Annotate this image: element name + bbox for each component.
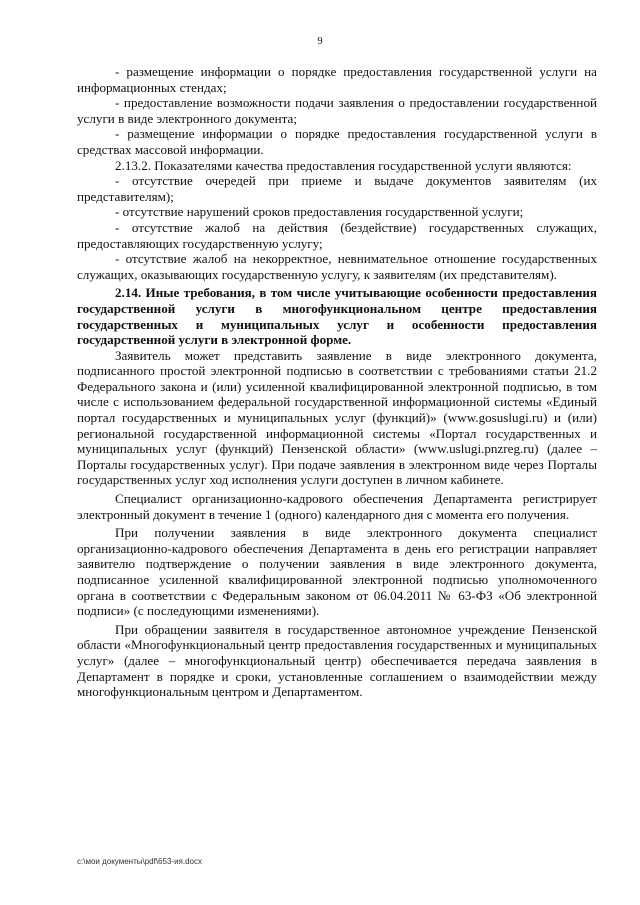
- paragraph-4: 2.13.2. Показателями качества предоставления государственной услуги являются:: [115, 157, 572, 173]
- paragraph-1: - размещение информации о порядке предоставления государственной услуги на информационных стендах;: [77, 64, 597, 95]
- document-body: [77, 64, 597, 700]
- paragraph-8: - отсутствие жалоб на некорректное, невнимательное отношение государственных служащих, оказывающих государственную услугу, к заявителям (их представителям).: [77, 251, 597, 282]
- paragraph-13: При обращении заявителя в государственное автономное учреждение Пензенской области «Многофункциональный центр предоставления государственных и муниципальных услуг» (далее – многофункциональный центр) обеспечивается передача заявления в Департамент в порядке и сроки, установленные соглашением о взаимодействии между многофункциональным центром и Департаментом.: [77, 621, 597, 700]
- footer-file-path: c:\мои документы\pdf\653-ия.docx: [77, 857, 202, 866]
- paragraph-12: При получении заявления в виде электронного документа специалист организационно-кадрового обеспечения Департамента в день его регистрации направляет заявителю подтверждение о получении заявления в виде электронного документа, подписанное усиленной квалифицированной электронной подписью уполномоченного органа в соответствии с Федеральным законом от 06.04.2011 № 63-ФЗ «Об электронной подписи» (с последующими изменениями).: [77, 525, 597, 619]
- paragraph-6: - отсутствие нарушений сроков предоставления государственной услуги;: [115, 204, 524, 220]
- paragraph-7: - отсутствие жалоб на действия (бездействие) государственных служащих, предоставляющих государственную услугу;: [77, 219, 597, 251]
- page-number: 9: [317, 36, 323, 47]
- paragraph-3: - размещение информации о порядке предоставления государственной услуги в средствах массовой информации.: [77, 126, 597, 157]
- paragraph-11: Специалист организационно-кадрового обеспечения Департамента регистрирует электронный документ в течение 1 (одного) календарного дня с момента его получения.: [77, 491, 597, 522]
- paragraph-5: - отсутствие очередей при приеме и выдаче документов заявителям (их представителям);: [77, 173, 597, 204]
- paragraph-2: - предоставление возможности подачи заявления о предоставлении государственной услуги в виде электронного документа;: [77, 95, 597, 126]
- section-heading: 2.14. Иные требования, в том числе учитывающие особенности предоставления государственной услуги в многофункциональном центре предоставления государственных и муниципальных услуг и особенности предоставления государственной услуги в электронной форме.: [77, 285, 597, 348]
- paragraph-10: Заявитель может представить заявление в виде электронного документа, подписанного простой электронной подписью в соответствии с требованиями статьи 21.2 Федерального закона и (или) усиленной квалифицированной электронной подписью, в том числе с использованием федеральной государственной информационной системы «Единый портал государственных и муниципальных услуг (функций)» (www.gosuslugi.ru) и (или) региональной государственной информационной системы «Портал государственных и муниципальных услуг (функций) Пензенской области» (www.uslugi.pnzreg.ru) (далее – Порталы государственных услуг). При подаче заявления в электронном виде через Порталы государственных услуг ход исполнения услуги доступен в личном кабинете.: [77, 347, 597, 488]
